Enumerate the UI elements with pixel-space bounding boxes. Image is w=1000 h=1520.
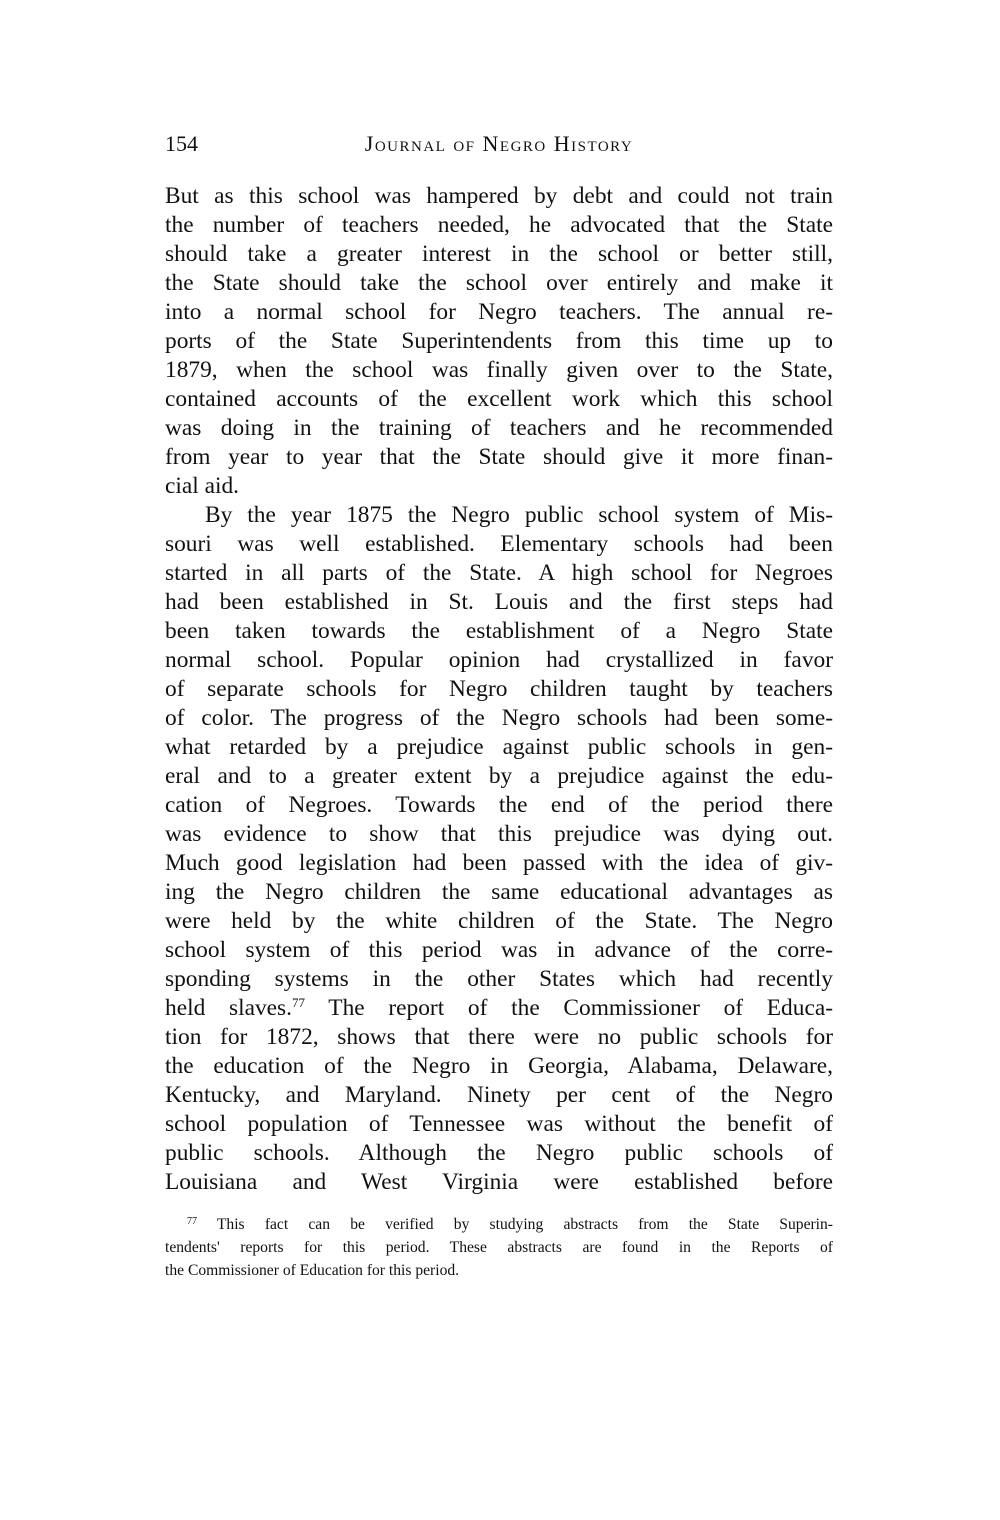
text-line: of separate schools for Negro children taught by teachers — [165, 676, 833, 702]
text-line: Much good legislation had been passed with the idea of giv- — [165, 850, 833, 876]
text-segment: held slaves. — [165, 995, 292, 1021]
text-line: ports of the State Superintendents from this time up to — [165, 328, 833, 354]
text-line: was doing in the training of teachers and he recommended — [165, 415, 833, 441]
text-line: But as this school was hampered by debt and could not train — [165, 183, 833, 209]
text-line: should take a greater interest in the school or better still, — [165, 241, 833, 267]
text-line: Kentucky, and Maryland. Ninety per cent of the Negro — [165, 1082, 833, 1108]
text-line: normal school. Popular opinion had crystallized in favor — [165, 647, 833, 673]
text-line-with-footnote-ref — [165, 994, 833, 1023]
text-line: By the year 1875 the Negro public school system of Mis- — [205, 502, 833, 528]
text-line: 1879, when the school was finally given over to the State, — [165, 357, 833, 383]
text-segment: The report of the Commissioner of Educa- — [305, 995, 833, 1021]
text-line: cation of Negroes. Towards the end of the period there — [165, 792, 833, 818]
paragraph-1 — [165, 182, 833, 501]
text-line: Louisiana and West Virginia were established before — [165, 1169, 833, 1195]
page-header — [165, 128, 833, 160]
footnote-line: tendents' reports for this period. These abstracts are found in the Reports of — [165, 1239, 833, 1256]
footnotes — [165, 1213, 833, 1282]
text-line: of color. The progress of the Negro schools had been some- — [165, 705, 833, 731]
text-line: been taken towards the establishment of a Negro State — [165, 618, 833, 644]
text-line: from year to year that the State should give it more finan- — [165, 444, 833, 470]
text-line: sponding systems in the other States which had recently — [165, 966, 833, 992]
text-line: the number of teachers needed, he advocated that the State — [165, 212, 833, 238]
text-line: contained accounts of the excellent work which this school — [165, 386, 833, 412]
footnote-line — [165, 1213, 833, 1236]
text-line: eral and to a greater extent by a prejudice against the edu- — [165, 763, 833, 789]
text-line: public schools. Although the Negro public schools of — [165, 1140, 833, 1166]
text-line: souri was well established. Elementary schools had been — [165, 531, 833, 557]
text-line: ing the Negro children the same educational advantages as — [165, 879, 833, 905]
text-line: the State should take the school over entirely and make it — [165, 270, 833, 296]
footnote-reference: 77 — [292, 995, 305, 1010]
text-line: the education of the Negro in Georgia, Alabama, Delaware, — [165, 1053, 833, 1079]
body-text — [165, 182, 833, 1197]
running-title: Journal of Negro History — [364, 131, 634, 156]
text-line: started in all parts of the State. A high school for Negroes — [165, 560, 833, 586]
text-line: into a normal school for Negro teachers. The annual re- — [165, 299, 833, 325]
text-line: school system of this period was in advance of the corre- — [165, 937, 833, 963]
text-segment: This fact can be verified by studying abstracts from the State Superin- — [197, 1216, 833, 1233]
text-line: was evidence to show that this prejudice was dying out. — [165, 821, 833, 847]
text-line: tion for 1872, shows that there were no public schools for — [165, 1024, 833, 1050]
text-line: what retarded by a prejudice against public schools in gen- — [165, 734, 833, 760]
text-line: school population of Tennessee was without the benefit of — [165, 1111, 833, 1137]
footnote-77 — [165, 1213, 833, 1282]
text-line: were held by the white children of the State. The Negro — [165, 908, 833, 934]
text-line: cial aid. — [165, 473, 240, 499]
page-number: 154 — [165, 131, 198, 156]
footnote-line: the Commissioner of Education for this period. — [165, 1262, 460, 1279]
text-line: had been established in St. Louis and the first steps had — [165, 589, 833, 615]
paragraph-2 — [165, 501, 833, 1197]
footnote-mark: 77 — [187, 1216, 197, 1227]
